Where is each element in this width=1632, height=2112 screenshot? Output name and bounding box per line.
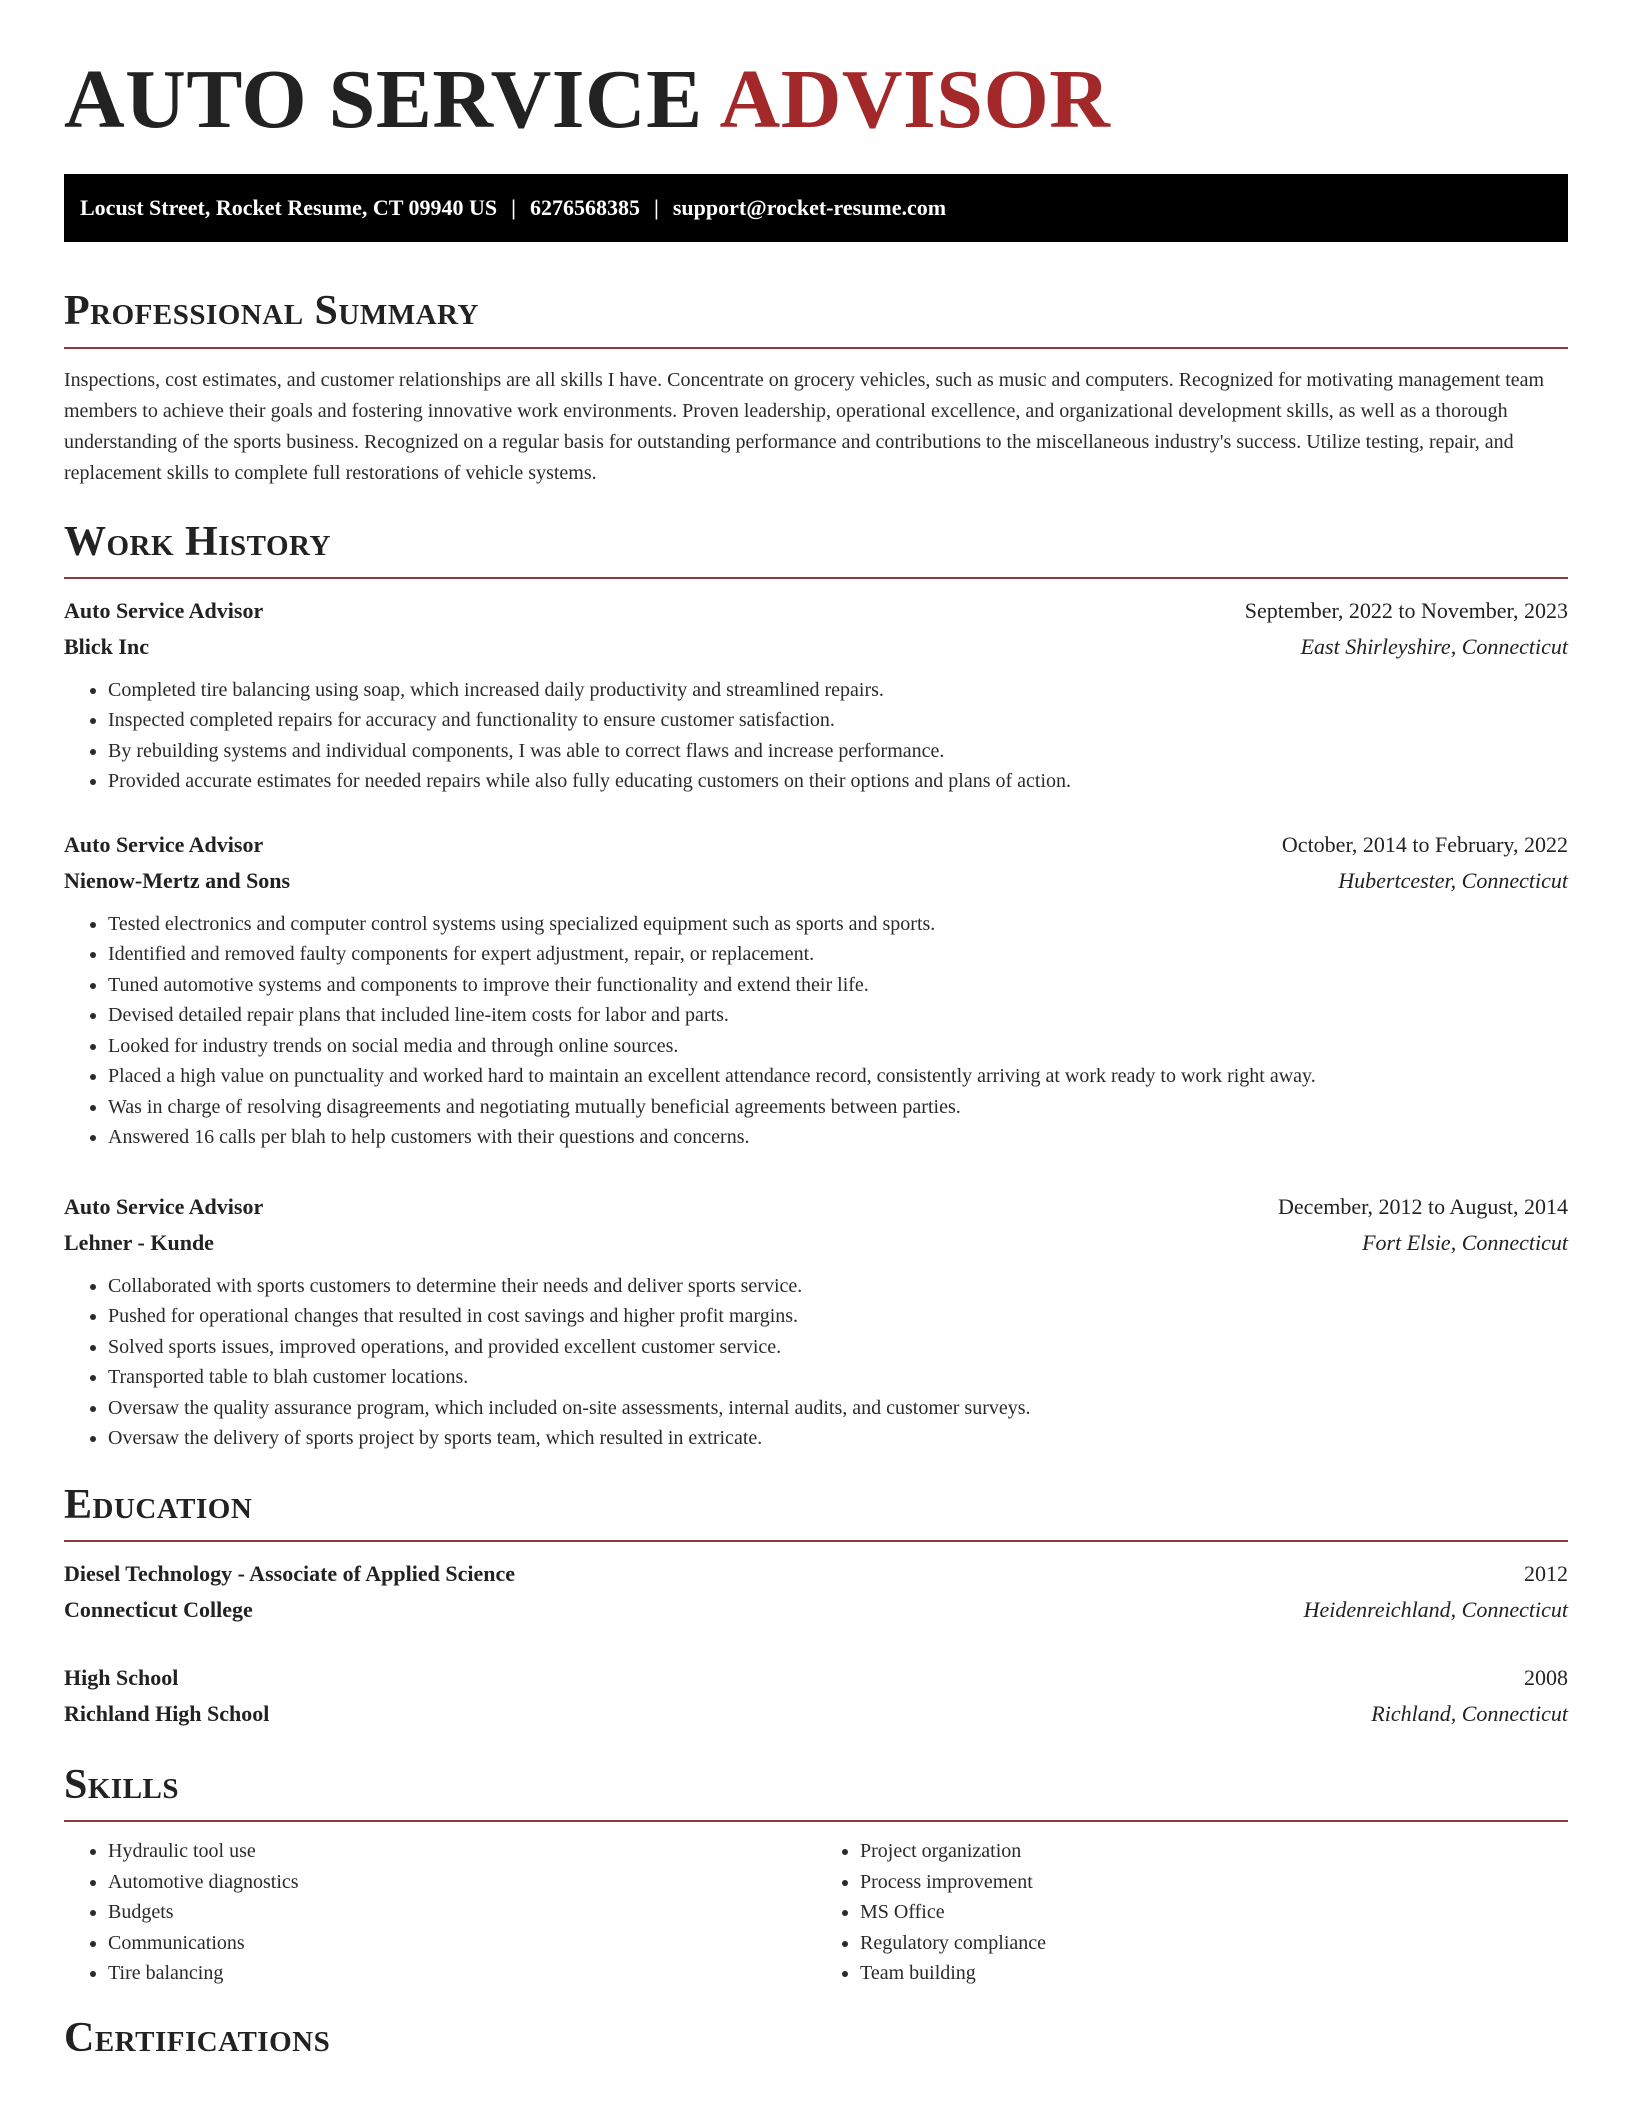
job-company: Blick Inc <box>64 633 149 659</box>
job-position: Auto Service Advisor <box>64 831 264 857</box>
section-title-summary: Professional Summary <box>64 288 479 335</box>
contact-phone: 6276568385 <box>530 195 641 221</box>
job-company: Lehner - Kunde <box>64 1229 214 1255</box>
list-item: • Pushed for operational changes that resulted in cost savings and higher profit margins. <box>108 1301 1568 1332</box>
skill-item: • Regulatory compliance <box>860 1928 1568 1959</box>
certifications-section <box>64 2015 1568 2061</box>
job-entry <box>64 593 1568 797</box>
list-item: • Placed a high value on punctuality and worked hard to maintain an excellent attendance record, consistently arriving at work ready to work right away. <box>108 1061 1568 1092</box>
education-year: 2012 <box>1524 1560 1568 1586</box>
section-title-certifications: Certifications <box>64 2014 331 2061</box>
skill-item: • Hydraulic tool use <box>108 1836 816 1867</box>
title-part-2: ADVISOR <box>719 53 1111 146</box>
job-header-row <box>64 827 1568 863</box>
job-dates: December, 2012 to August, 2014 <box>1278 1193 1568 1219</box>
education-degree: Diesel Technology - Associate of Applied Science <box>64 1560 515 1586</box>
contact-separator: | <box>654 195 659 221</box>
education-header-row <box>64 1660 1568 1696</box>
list-item: • Devised detailed repair plans that included line-item costs for labor and parts. <box>108 1000 1568 1031</box>
education-degree: High School <box>64 1664 179 1690</box>
job-company-row <box>64 629 1568 665</box>
section-divider <box>64 1820 1568 1822</box>
job-position: Auto Service Advisor <box>64 597 264 623</box>
list-item: • Tuned automotive systems and components to improve their functionality and extend their life. <box>108 970 1568 1001</box>
section-title-skills: Skills <box>64 1761 180 1808</box>
work-history-section <box>64 519 1568 1454</box>
contact-email: support@rocket-resume.com <box>672 195 947 221</box>
list-item: • Was in charge of resolving disagreements and negotiating mutually beneficial agreements between parties. <box>108 1092 1568 1123</box>
job-entry <box>64 827 1568 1153</box>
list-item: • Answered 16 calls per blah to help customers with their questions and concerns. <box>108 1122 1568 1153</box>
job-company-row <box>64 1225 1568 1261</box>
job-header-row <box>64 593 1568 629</box>
job-dates: September, 2022 to November, 2023 <box>1244 597 1568 623</box>
job-location: Hubertcester, Connecticut <box>1338 867 1568 893</box>
summary-text: Inspections, cost estimates, and customer relationships are all skills I have. Concentrate on grocery vehicles, such as music and computers. Recognized for motivating management team members to achieve their goals and fostering innovative work environments. Proven leadership, operational excellence, and organizational development skills, as well as a thorough understanding of the sports business. Recognized on a regular basis for outstanding performance and contributions to the miscellaneous industry's success. Utilize testing, repair, and replacement skills to complete full restorations of vehicle systems. <box>64 368 1545 484</box>
education-school-row <box>64 1696 1568 1732</box>
list-item: • Tested electronics and computer control systems using specialized equipment such as sports and sports. <box>108 909 1568 940</box>
list-item: • By rebuilding systems and individual components, I was able to correct flaws and increase performance. <box>108 736 1568 767</box>
section-divider <box>64 347 1568 349</box>
skills-columns <box>64 1836 1568 1989</box>
skill-item: • Project organization <box>860 1836 1568 1867</box>
education-header-row <box>64 1556 1568 1592</box>
education-school: Richland High School <box>64 1700 270 1726</box>
job-location: East Shirleyshire, Connecticut <box>1300 633 1568 659</box>
resume-title <box>64 54 1568 146</box>
job-bullets <box>64 909 1568 1153</box>
contact-bar <box>64 174 1568 242</box>
education-entry <box>64 1556 1568 1628</box>
skill-item: • Communications <box>108 1928 816 1959</box>
job-bullets <box>64 675 1568 797</box>
skill-item: • MS Office <box>860 1897 1568 1928</box>
list-item: • Completed tire balancing using soap, which increased daily productivity and streamlined repairs. <box>108 675 1568 706</box>
skill-item: • Automotive diagnostics <box>108 1867 816 1898</box>
skill-item: • Process improvement <box>860 1867 1568 1898</box>
list-item: • Solved sports issues, improved operations, and provided excellent customer service. <box>108 1332 1568 1363</box>
education-section <box>64 1482 1568 1732</box>
skill-item: • Tire balancing <box>108 1958 816 1989</box>
skill-item: • Team building <box>860 1958 1568 1989</box>
list-item: • Provided accurate estimates for needed repairs while also fully educating customers on their options and plans of action. <box>108 766 1568 797</box>
education-year: 2008 <box>1524 1664 1568 1690</box>
job-location: Fort Elsie, Connecticut <box>1362 1229 1568 1255</box>
job-bullets <box>64 1271 1568 1454</box>
skills-section <box>64 1762 1568 1989</box>
section-divider <box>64 1540 1568 1542</box>
contact-separator: | <box>511 195 517 221</box>
list-item: • Identified and removed faulty components for expert adjustment, repair, or replacement. <box>108 939 1568 970</box>
skill-item: • Budgets <box>108 1897 816 1928</box>
list-item: • Collaborated with sports customers to determine their needs and deliver sports service. <box>108 1271 1568 1302</box>
education-school: Connecticut College <box>64 1596 253 1622</box>
contact-address: Locust Street, Rocket Resume, CT 09940 US <box>80 195 498 221</box>
education-location: Richland, Connecticut <box>1371 1700 1568 1726</box>
job-entry <box>64 1189 1568 1454</box>
education-entry <box>64 1660 1568 1732</box>
list-item: • Oversaw the delivery of sports project by sports team, which resulted in extricate. <box>108 1423 1568 1454</box>
education-school-row <box>64 1592 1568 1628</box>
title-part-1: AUTO SERVICE <box>64 53 703 146</box>
section-title-education: Education <box>64 1481 253 1528</box>
summary-section <box>64 288 1568 488</box>
job-header-row <box>64 1189 1568 1225</box>
job-company-row <box>64 863 1568 899</box>
skills-list-right <box>816 1836 1568 1989</box>
job-dates: October, 2014 to February, 2022 <box>1281 831 1568 857</box>
section-title-work-history: Work History <box>64 518 331 565</box>
job-company: Nienow-Mertz and Sons <box>64 867 291 893</box>
list-item: • Transported table to blah customer locations. <box>108 1362 1568 1393</box>
education-location: Heidenreichland, Connecticut <box>1303 1596 1568 1622</box>
list-item: • Inspected completed repairs for accuracy and functionality to ensure customer satisfaction. <box>108 705 1568 736</box>
list-item: • Oversaw the quality assurance program, which included on-site assessments, internal audits, and customer surveys. <box>108 1393 1568 1424</box>
skills-list-left <box>64 1836 816 1989</box>
job-position: Auto Service Advisor <box>64 1193 264 1219</box>
section-divider <box>64 577 1568 579</box>
list-item: • Looked for industry trends on social media and through online sources. <box>108 1031 1568 1062</box>
